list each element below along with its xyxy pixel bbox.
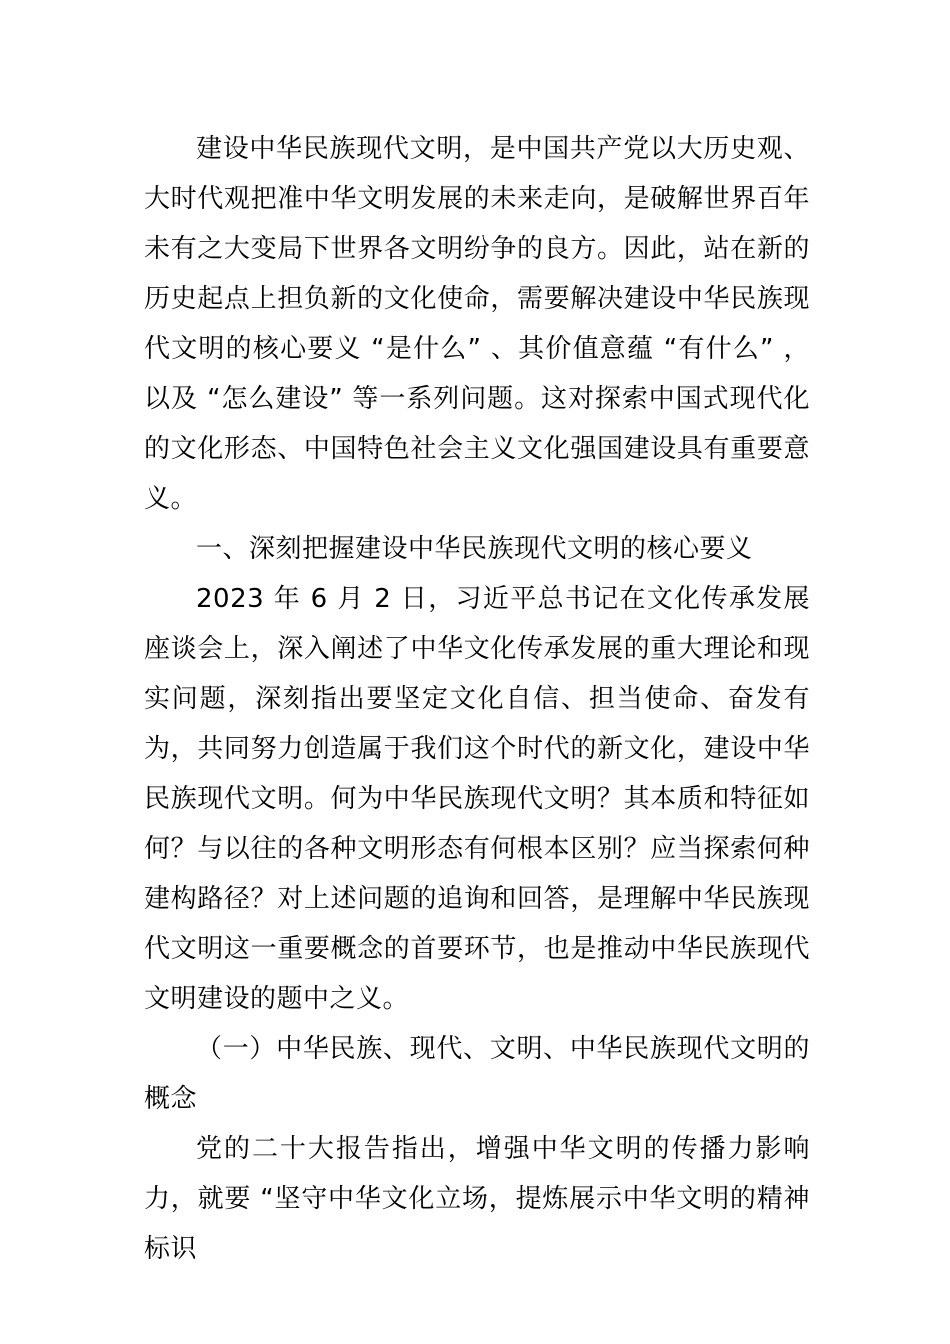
subsection-heading: （一）中华民族、现代、文明、中华民族现代文明的概念	[144, 1034, 810, 1114]
section-heading: 一、深刻把握建设中华民族现代文明的核心要义	[196, 534, 753, 564]
intro-paragraph: 建设中华民族现代文明，是中国共产党以大历史观、大时代观把准中华文明发展的未来走向，是破解世界百年未有之大变局下世界各文明纷争的良方。因此，站在新的历史起点上担负新的文化使命，需要解决建设中华民族现代文明的核心要义 “是什么” 、其价值意蕴 “有什么” ，以及 “怎么建设” 等一系列问题。这对探索中国式现代化的文化形态、中国特色社会主义文化强国建设具有重要意义。	[144, 134, 810, 514]
document-body	[144, 124, 810, 1274]
body-paragraph: 2023 年 6 月 2 日，习近平总书记在文化传承发展座谈会上，深入阐述了中华文化传承发展的重大理论和现实问题，深刻指出要坚定文化自信、担当使命、奋发有为，共同努力创造属于我们这个时代的新文化，建设中华民族现代文明。何为中华民族现代文明？其本质和特征如何？与以往的各种文明形态有何根本区别？应当探索何种建构路径？对上述问题的追询和回答，是理解中华民族现代文明这一重要概念的首要环节，也是推动中华民族现代文明建设的题中之义。	[144, 584, 810, 1014]
body-paragraph-continued: 党的二十大报告指出，增强中华文明的传播力影响力，就要 “坚守中华文化立场，提炼展示中华文明的精神标识	[144, 1134, 810, 1264]
